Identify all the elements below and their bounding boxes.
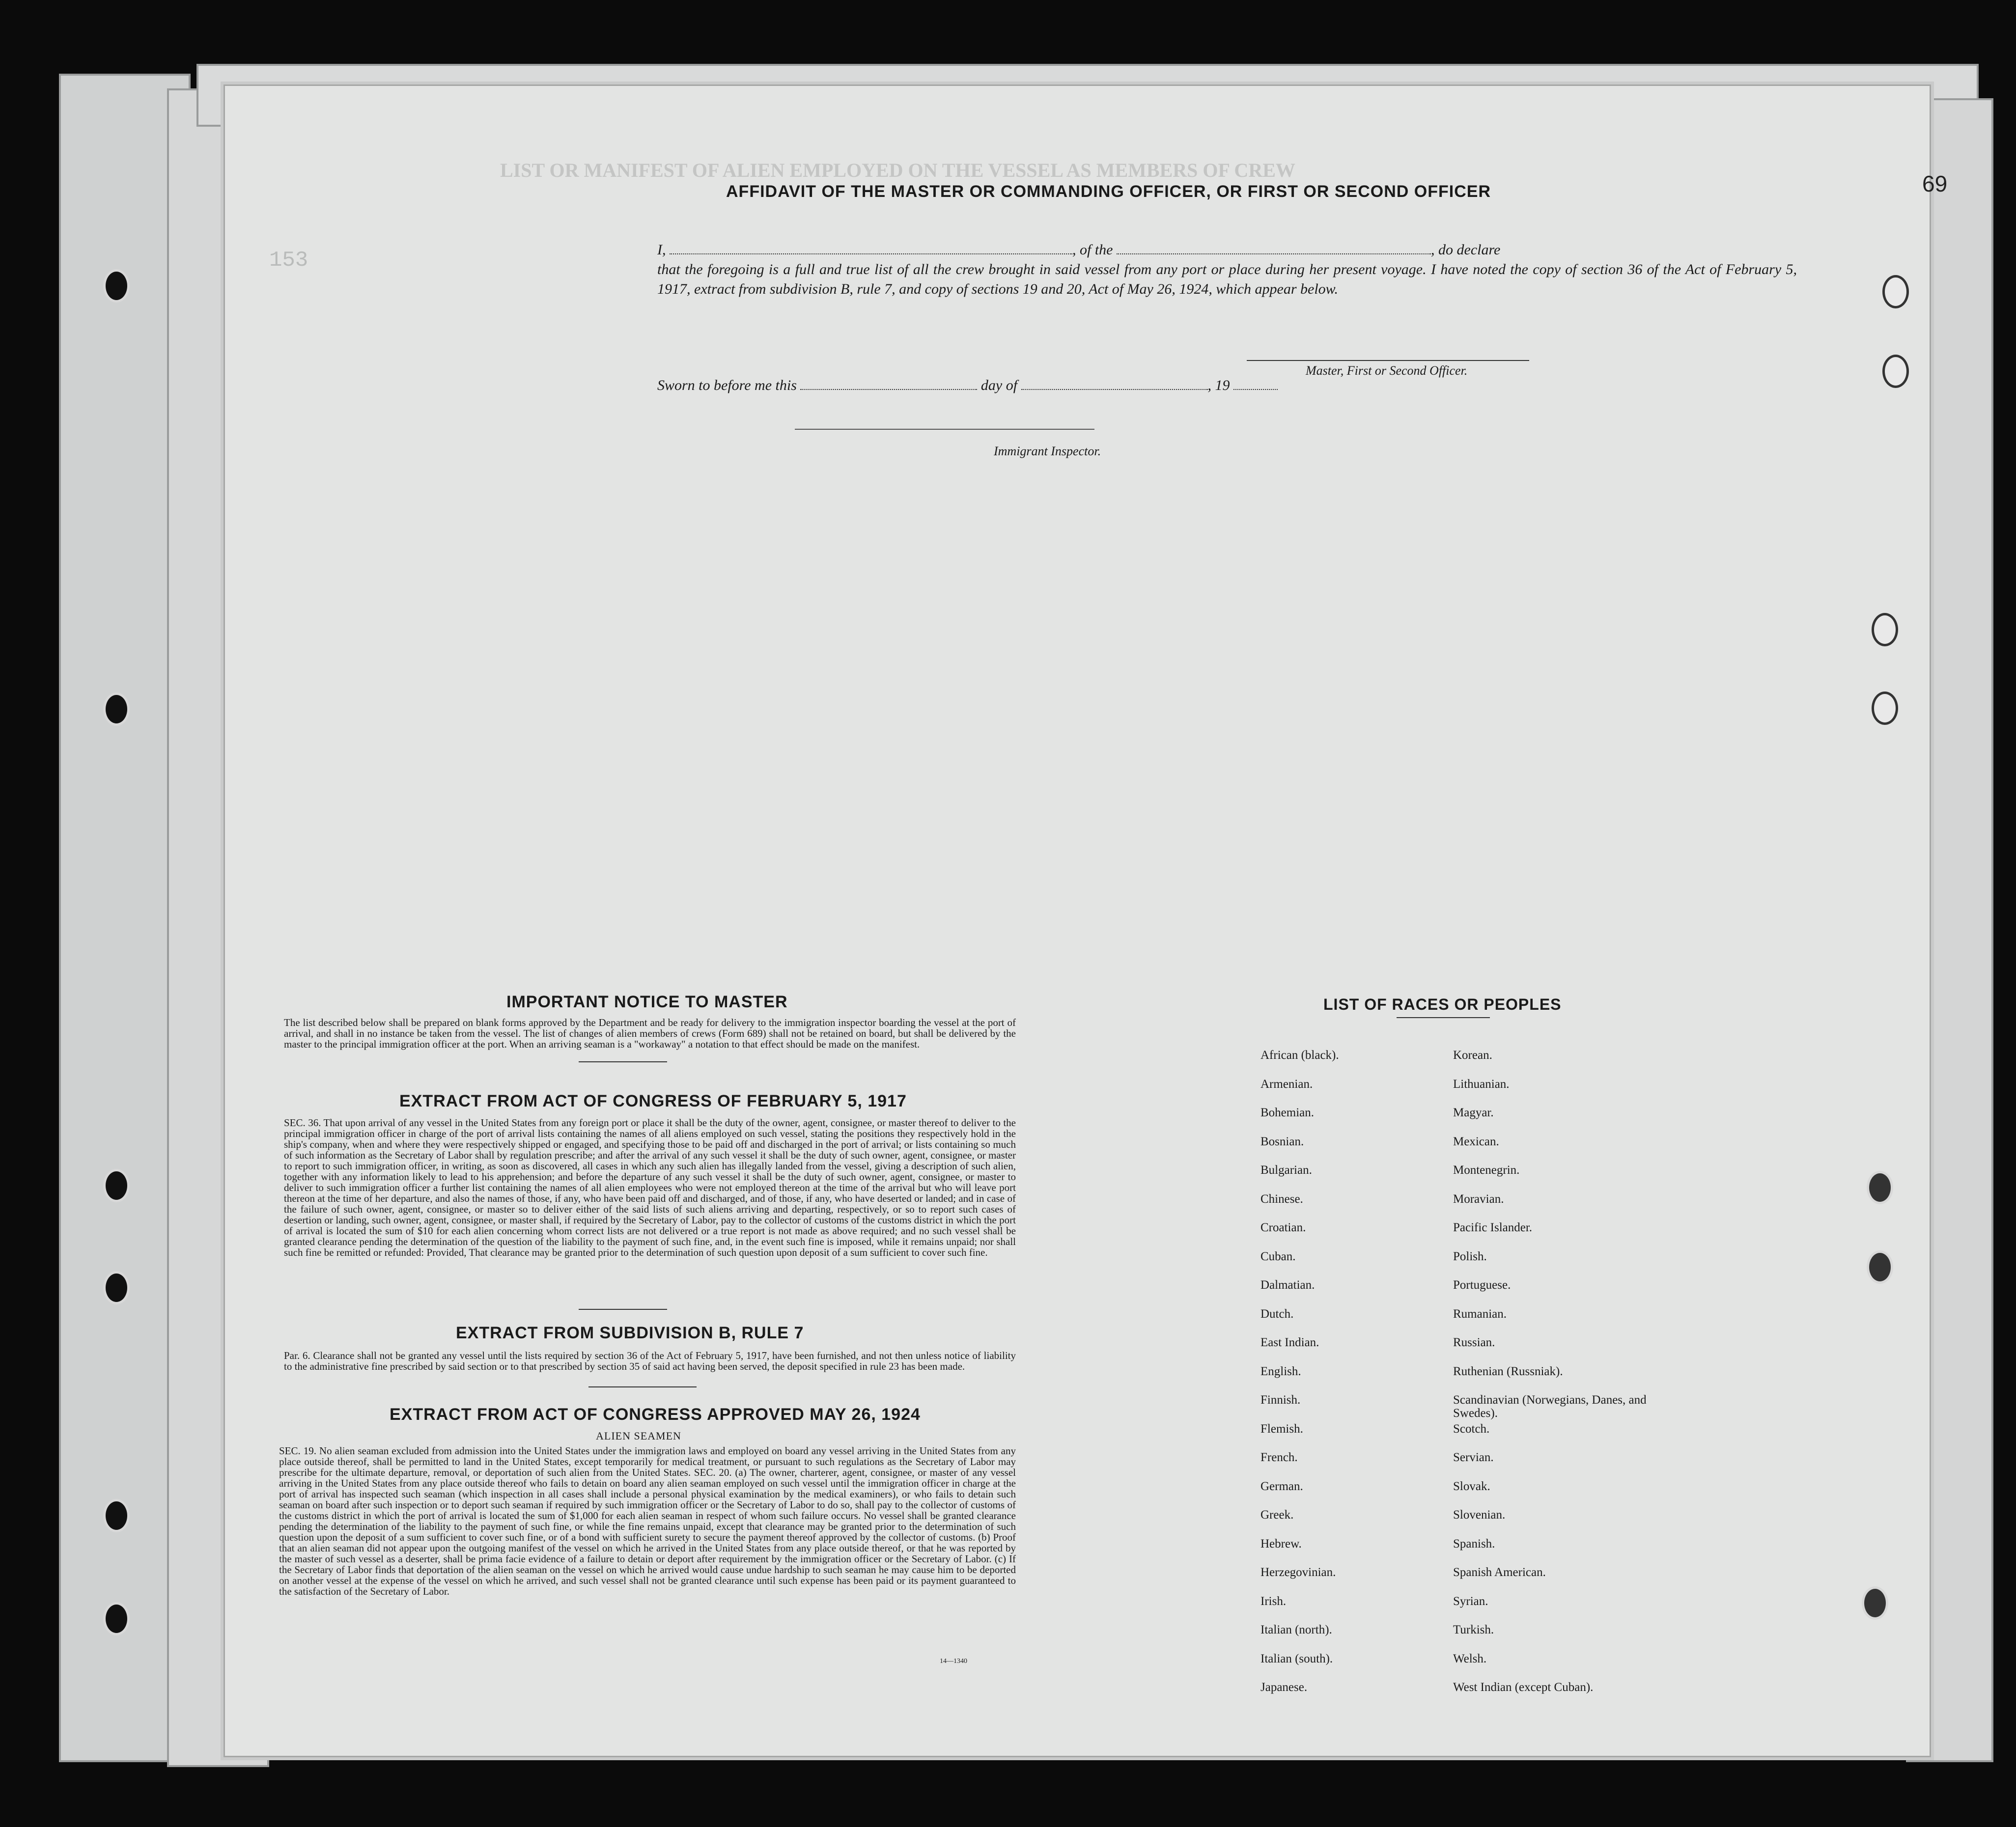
affidavit-declaration-line (657, 240, 1797, 260)
manifest-back-page (224, 84, 1948, 1757)
race-item: Syrian. (1453, 1594, 1488, 1608)
binder-hole (1872, 613, 1898, 646)
race-item: Flemish. (1260, 1422, 1303, 1436)
extract-1924-title: EXTRACT FROM ACT OF CONGRESS APPROVED MAY 26, 1924 (390, 1405, 921, 1424)
extract-1917-title: EXTRACT FROM ACT OF CONGRESS OF FEBRUARY 5, 1917 (399, 1092, 907, 1110)
notice-title: IMPORTANT NOTICE TO MASTER (506, 993, 788, 1011)
binder-hole (103, 692, 130, 726)
race-item: Korean. (1453, 1049, 1492, 1062)
race-item: Bosnian. (1260, 1135, 1304, 1148)
race-item: Cuban. (1260, 1249, 1296, 1263)
binder-hole (1867, 1250, 1893, 1284)
race-item: English. (1260, 1364, 1301, 1378)
race-item: Herzegovinian. (1260, 1566, 1336, 1579)
extract-1917-body: SEC. 36. That upon arrival of any vessel in the United States from any foreign port or place it shall be the duty of the owner, agent, consignee, or master thereof to deliver to the principal immigration officer in charge of the port of arrival lists containing the names of all aliens employed on such vessel, stating the positions they respectively hold in the ship's company, when and where they were respectively shipped or engaged, and specifying those to be paid off and discharged in the port of arrival; or lists containing so much of such information as the Secretary of Labor shall by regulation prescribe; and after the arrival of any such vessel it shall be the duty of such owner, agent, consignee, or master to report to such immigration officer, in writing, as soon as discovered, all cases in which any such alien has illegally landed from the vessel, giving a description of such alien, together with any information likely to lead to his apprehension; and before the departure of any such vessel it shall be the duty of such owner, agent, consignee, or master to deliver to such immigration officer a further list containing the names of all alien employees who were not employed thereon at the time of the arrival but who will leave port thereon at the time of her departure, and also the names of those, if any, who have been paid off and discharged, and of those, if any, who have deserted or landed; and in case of the failure of such owner, agent, consignee, or master so to deliver either of the said lists of such aliens arriving and departing, respectively, or so to report such cases of desertion or landing, such owner, agent, consignee, or master shall, if required by the Secretary of Labor, pay to the collector of customs of the customs district in which the port of arrival is located the sum of $10 for each alien concerning whom correct lists are not delivered or a true report is not made as above required; and no such vessel shall be granted clearance pending the determination of the question of the liability to the payment of such fine, and, in the event such fine is imposed, while it remains unpaid; nor shall such fine be remitted or refunded: Provided, That clearance may be granted prior to the determination of such question upon deposit of a sum sufficient to cover such fine. (284, 1117, 1016, 1258)
inspector-signature-line (795, 429, 1094, 430)
race-item: Moravian. (1453, 1192, 1504, 1206)
rule7-divider (588, 1386, 697, 1387)
race-item: Mexican. (1453, 1135, 1499, 1148)
race-item: Scotch. (1453, 1422, 1490, 1436)
race-item: Dalmatian. (1260, 1278, 1315, 1292)
race-item: Irish. (1260, 1594, 1287, 1608)
race-item: Bohemian. (1260, 1106, 1315, 1119)
race-item: Welsh. (1453, 1652, 1487, 1665)
sworn-year-label: , 19 (1207, 377, 1230, 393)
race-item: Lithuanian. (1453, 1077, 1510, 1091)
sworn-day-blank (800, 389, 977, 390)
race-item: Finnish. (1260, 1393, 1301, 1407)
race-item: East Indian. (1260, 1336, 1319, 1349)
bleed-through-header: LIST OR MANIFEST OF ALIEN EMPLOYED ON THE VESSEL AS MEMBERS OF CREW (500, 159, 1295, 181)
race-item: Bulgarian. (1260, 1163, 1312, 1177)
race-item: Croatian. (1260, 1221, 1306, 1234)
race-item: Slovak. (1453, 1479, 1490, 1493)
binder-hole (103, 269, 130, 303)
binder-hole (103, 1169, 130, 1202)
race-item: Hebrew. (1260, 1537, 1302, 1550)
vessel-blank (1117, 253, 1431, 254)
races-divider (1397, 1017, 1490, 1018)
notice-divider (579, 1061, 667, 1062)
race-item: West Indian (except Cuban). (1453, 1681, 1594, 1694)
race-item: Scandinavian (Norwegians, Danes, and Swedes). (1453, 1393, 1647, 1420)
race-item: African (black). (1260, 1049, 1339, 1062)
race-item: Ruthenian (Russniak). (1453, 1364, 1563, 1378)
bleed-through-stamp: 153 (269, 248, 308, 273)
race-item: Rumanian. (1453, 1307, 1507, 1321)
binder-hole (103, 1499, 130, 1532)
binder-hole (103, 1602, 130, 1635)
inspector-signature-label: Immigrant Inspector. (994, 444, 1101, 458)
race-item: Dutch. (1260, 1307, 1294, 1321)
race-item: Polish. (1453, 1249, 1487, 1263)
sworn-year-blank (1233, 389, 1278, 390)
name-blank (670, 253, 1072, 254)
race-item: Servian. (1453, 1451, 1494, 1464)
binder-hole (1862, 1586, 1888, 1620)
race-item: Montenegrin. (1453, 1163, 1520, 1177)
rule7-body: Par. 6. Clearance shall not be granted any vessel until the lists required by section 36 of the Act of February 5, 1917, have been furnished, and not then unless notice of liability to the administrative fine prescribed by said section or to that prescribed by section 35 of said act having been served, the deposit specified in rule 23 has been made. (284, 1350, 1016, 1372)
race-item: Pacific Islander. (1453, 1221, 1533, 1234)
affidavit-i-label: I, (657, 242, 666, 258)
race-item: Italian (south). (1260, 1652, 1333, 1665)
binder-hole (1882, 355, 1909, 388)
form-number: 14—1340 (940, 1658, 967, 1665)
affidavit-title: AFFIDAVIT OF THE MASTER OR COMMANDING OFFICER, OR FIRST OR SECOND OFFICER (726, 182, 1491, 201)
extract-1924-subtitle: ALIEN SEAMEN (596, 1430, 681, 1442)
master-signature-label: Master, First or Second Officer. (1306, 363, 1468, 378)
binder-hole (1872, 692, 1898, 725)
affidavit-of-the-label: , of the (1072, 242, 1113, 258)
race-item: Chinese. (1260, 1192, 1303, 1206)
race-item: Japanese. (1260, 1681, 1308, 1694)
race-item: Italian (north). (1260, 1623, 1332, 1636)
sworn-month-blank (1021, 389, 1208, 390)
binder-hole (103, 1271, 130, 1304)
affidavit-declare-label: , do declare (1431, 242, 1501, 258)
affidavit-body: that the foregoing is a full and true list of all the crew brought in said vessel from any port or place during her present voyage. I have noted the copy of section 36 of the Act of February 5, 1917, extract from subdivision B, rule 7, and copy of sections 19 and 20, Act of May 26, 1924, which appear below. (657, 261, 1797, 297)
extract-1917-divider (579, 1309, 667, 1310)
race-item: Spanish. (1453, 1537, 1495, 1550)
race-item: German. (1260, 1479, 1303, 1493)
sworn-line (657, 376, 1591, 395)
notice-body: The list described below shall be prepared on blank forms approved by the Department and be ready for delivery to the immigration inspector boarding the vessel at the port of arrival, and shall in no instance be taken from the vessel. The list of changes of alien members of crews (Form 689) shall not be retained on board, but shall be delivered by the master to the principal immigration officer at the port. When an arriving seaman is a "workaway" a notation to that effect should be made on the manifest. (284, 1017, 1016, 1050)
race-item: Russian. (1453, 1336, 1495, 1349)
race-item: French. (1260, 1451, 1298, 1464)
binder-hole (1882, 275, 1909, 308)
extract-1924-body: SEC. 19. No alien seaman excluded from admission into the United States under the immigration laws and employed on board any vessel arriving in the United States from any place outside thereof, shall be permitted to land in the United States, except temporarily for medical treatment, or pursuant to such regulations as the Secretary of Labor may prescribe for the ultimate departure, removal, or deportation of such alien from the United States. SEC. 20. (a) The owner, charterer, agent, consignee, or master of any vessel arriving in the United States from any place outside thereof who fails to detain on board any alien seaman employed on such vessel until the immigration officer in charge at the port of arrival has inspected such seaman (which inspection in all cases shall include a personal physical examination by the medical examiners), or who fails to detain such seaman on board after such inspection or to deport such seaman if required by such immigration officer or the Secretary of Labor to do so, shall pay to the collector of customs of the customs district in which the port of arrival is located the sum of $1,000 for each alien seaman in respect of whom such failure occurs. No vessel shall be granted clearance pending the determination of the liability to the payment of such fine, or while the fine remains unpaid, except that clearance may be granted prior to the determination of such question upon the deposit of a sum sufficient to cover such fine, or of a bond with sufficient surety to secure the payment thereof approved by the collector of customs. (b) Proof that an alien seaman did not appear upon the outgoing manifest of the vessel on which he arrived in the United States from any place outside thereof, or that he was reported by the master of such vessel as a deserter, shall be prima facie evidence of a failure to detain or deport after requirement by the immigration officer or the Secretary of Labor. (c) If the Secretary of Labor finds that deportation of the alien seaman on the vessel on which he arrived would cause undue hardship to such seaman he may cause him to be deported on another vessel at the expense of the vessel on which he arrived, and such vessel shall not be granted clearance until such expense has been paid or its payment guaranteed to the satisfaction of the Secretary of Labor. (279, 1445, 1016, 1597)
race-item: Magyar. (1453, 1106, 1494, 1119)
race-item: Armenian. (1260, 1077, 1313, 1091)
race-item: Spanish American. (1453, 1566, 1546, 1579)
sworn-day-of-label: day of (980, 377, 1018, 393)
race-item: Turkish. (1453, 1623, 1494, 1636)
page-number: 69 (1922, 171, 1948, 196)
races-title: LIST OF RACES OR PEOPLES (1323, 996, 1562, 1013)
race-item: Greek. (1260, 1508, 1294, 1522)
rule7-title: EXTRACT FROM SUBDIVISION B, RULE 7 (456, 1324, 804, 1342)
race-item: Slovenian. (1453, 1508, 1506, 1522)
sworn-label: Sworn to before me this (657, 377, 797, 393)
binder-hole (1867, 1171, 1893, 1204)
race-item: Portuguese. (1453, 1278, 1511, 1292)
